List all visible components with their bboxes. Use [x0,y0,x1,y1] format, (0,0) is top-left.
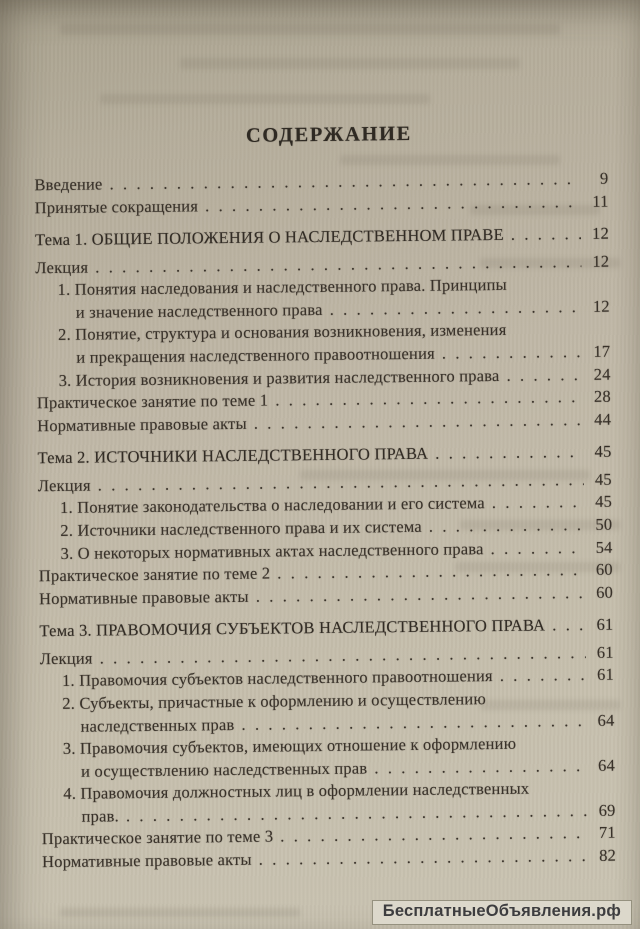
toc-row [41,802,615,827]
toc-entry-label: 2. Источники наследственного права и их система [60,516,422,540]
toc-entry-label: 2. Субъекты, причастные к оформлению и осуществлению [62,689,487,713]
dot-leader [275,388,583,409]
toc-page-number: 28 [593,386,611,407]
toc-row [40,666,614,691]
dot-leader [435,443,583,463]
toc-row [38,516,612,541]
toc-entry-label: и осуществлению наследственных прав [80,758,368,781]
toc-page-number: 61 [596,642,614,662]
toc-row [36,297,610,322]
toc-row [38,493,612,518]
toc-entry-label: и значение наследственного права [75,299,323,322]
toc-page-number: 61 [596,664,615,685]
toc-entry-label: 3. Правомочия субъектов, имеющих отношение к оформлению [62,733,517,759]
toc-entry-label: Нормативные правовые акты [37,413,247,435]
toc-row [38,538,612,563]
dot-leader [552,616,585,634]
toc-entry-label: 3. О некоторых нормативных актах наследственного права [60,538,484,563]
toc-entry-label: Принятые сокращения [34,195,199,217]
toc-entry-label: Практическое занятие по теме 1 [36,390,269,413]
dot-leader [280,824,588,845]
toc-page-number: 12 [591,223,610,243]
toc-row [36,320,610,345]
toc-page-number: 54 [595,537,613,557]
toc-entry-label: 3. История возникновения и развития наследственного права [58,365,500,390]
toc-row [37,410,611,435]
toc-row [38,470,612,495]
toc-page-number: 69 [598,800,616,820]
toc-row [41,779,615,804]
toc-row [40,689,614,714]
dot-leader [100,644,586,668]
dot-leader [442,343,583,363]
toc-row [39,615,613,640]
toc-row [36,275,610,300]
toc-page-number: 60 [595,559,613,579]
dot-leader [492,493,584,512]
dot-leader [259,847,589,869]
toc-entry-label: Тема 2. ИСТОЧНИКИ НАСЛЕДСТВЕННОГО ПРАВА [37,443,429,467]
toc-entry-label: 1. Правомочия субъектов наследственного правоотношения [61,666,493,691]
toc-row [41,734,615,759]
toc-entry-label: Практическое занятие по теме 3 [41,827,274,849]
dot-leader [254,411,584,433]
toc-entry-label: Нормативные правовые акты [38,586,249,608]
toc-entry-label: 2. Понятие, структура и основания возникновения, изменения [58,320,507,345]
dot-leader [98,471,584,495]
dot-leader [241,711,586,733]
toc-row [42,824,616,849]
dot-leader [126,802,588,825]
toc-row [39,561,613,586]
toc-page-number: 11 [592,191,609,211]
toc-row [37,365,611,390]
toc-row [37,388,611,413]
dot-leader [500,666,586,685]
toc-page-number: 17 [593,341,611,361]
dot-leader [511,225,581,244]
toc-page-number: 64 [598,755,616,775]
dot-leader [205,193,581,215]
toc-entry-label: и прекращения наследственного правоотношения [76,343,435,367]
dot-leader [330,298,582,319]
toc-row [40,711,614,736]
toc-entry-label: наследственных прав [80,714,235,736]
toc-page-number: 24 [593,364,611,384]
toc-row [35,192,609,217]
toc-entry-label: 1. Понятие законодательства о наследовании и его система [59,493,485,518]
toc-page-number: 45 [594,441,612,461]
toc-page-number: 44 [594,409,612,429]
dot-leader [256,584,586,606]
toc-entry-label: Нормативные правовые акты [41,849,252,872]
toc-row [39,583,613,608]
toc-entry-label: Тема 1. ОБЩИЕ ПОЛОЖЕНИЯ О НАСЛЕДСТВЕННОМ ПРАВЕ [34,224,504,249]
watermark-badge: БесплатныеОбъявления.рф [372,900,632,925]
toc-page-number: 71 [598,823,616,843]
toc-row [41,756,615,781]
toc-row [34,170,608,195]
toc-entry-label: Лекция [35,257,89,277]
toc-page-number: 12 [592,251,610,271]
toc-entry-label: Практическое занятие по теме 2 [38,563,271,586]
dot-leader [506,366,582,385]
toc-row [35,224,609,249]
dot-leader [490,539,584,558]
toc-page-number: 9 [599,168,609,188]
toc-entry-label: Лекция [39,648,93,668]
toc-entry-label: Тема 3. ПРАВОМОЧИЯ СУБЪЕКТОВ НАСЛЕДСТВЕННОГО ПРАВА [39,615,546,640]
toc [34,170,616,876]
toc-page-number: 82 [599,845,617,865]
dot-leader [429,516,585,536]
dot-leader [95,253,581,277]
toc-entry-label: 1. Понятия наследования и наследственного права. Принципы [57,275,507,300]
toc-page-number: 45 [595,492,613,512]
dot-leader [277,561,585,582]
toc-entry-label: прав. [81,806,120,826]
toc-page-number: 60 [596,582,614,602]
page-title: СОДЕРЖАНИЕ [245,122,412,147]
toc-row [35,252,609,277]
toc-entry-label: 4. Правомочия должностных лиц в оформлении наследственных [63,778,530,804]
toc-page-number: 64 [597,710,615,730]
toc-row [40,643,614,668]
toc-page-number: 61 [596,614,614,634]
toc-page-number: 12 [592,296,610,316]
toc-page-number: 45 [594,469,612,489]
toc-row [37,442,611,467]
toc-entry-label: Введение [34,174,103,195]
dot-leader [109,170,580,193]
dot-leader [374,757,587,777]
toc-row [36,343,610,368]
toc-entry-label: Лекция [37,475,91,495]
toc-row [42,847,616,872]
toc-page-number: 50 [595,514,613,534]
